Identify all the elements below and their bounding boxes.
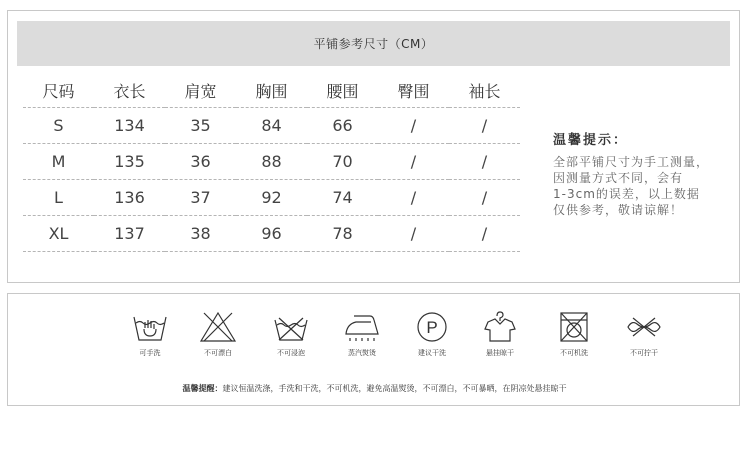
no-bleach-icon bbox=[198, 310, 238, 344]
table-row bbox=[23, 108, 520, 144]
table-cell: / bbox=[378, 108, 449, 144]
column-header: 衣长 bbox=[94, 73, 165, 108]
no-machine-wash-icon bbox=[554, 310, 594, 344]
no-soak-icon bbox=[271, 310, 311, 344]
table-cell: / bbox=[378, 180, 449, 216]
care-label: 悬挂晾干 bbox=[486, 349, 514, 357]
dry-clean-icon bbox=[412, 310, 452, 344]
care-note bbox=[8, 383, 741, 394]
table-row bbox=[23, 180, 520, 216]
size-chart-title: 平铺参考尺寸（CM） bbox=[17, 21, 730, 66]
column-header: 腰围 bbox=[307, 73, 378, 108]
table-cell: 84 bbox=[236, 108, 307, 144]
care-label: 不可机洗 bbox=[560, 349, 588, 357]
care-item bbox=[327, 310, 397, 358]
care-panel bbox=[7, 293, 740, 406]
care-label: 建议干洗 bbox=[418, 349, 446, 357]
table-cell: / bbox=[449, 180, 520, 216]
care-label: 蒸汽熨烫 bbox=[348, 349, 376, 357]
care-item bbox=[609, 310, 679, 358]
table-cell: / bbox=[378, 216, 449, 252]
table-cell: 37 bbox=[165, 180, 236, 216]
steam-iron-icon bbox=[342, 310, 382, 344]
table-cell: 70 bbox=[307, 144, 378, 180]
hang-dry-icon bbox=[480, 310, 520, 344]
table-cell: 38 bbox=[165, 216, 236, 252]
care-item bbox=[465, 310, 535, 358]
table-cell: / bbox=[449, 144, 520, 180]
care-item bbox=[397, 310, 467, 358]
tips-line: 1-3cm的误差，以上数据 bbox=[553, 187, 700, 201]
care-label: 不可漂白 bbox=[204, 349, 232, 357]
care-item bbox=[256, 310, 326, 358]
table-cell: S bbox=[23, 108, 94, 144]
care-note-text: 建议恒温洗涤，手洗和干洗，不可机洗，避免高温熨烫，不可漂白，不可暴晒，在阴凉处悬挂晾干 bbox=[222, 384, 567, 393]
table-cell: 135 bbox=[94, 144, 165, 180]
care-label: 不可浸泡 bbox=[277, 349, 305, 357]
column-header: 袖长 bbox=[449, 73, 520, 108]
table-row bbox=[23, 144, 520, 180]
hand-wash-icon bbox=[130, 310, 170, 344]
table-cell: 88 bbox=[236, 144, 307, 180]
care-label: 可手洗 bbox=[139, 349, 161, 357]
tips-text bbox=[553, 154, 733, 218]
table-cell: 137 bbox=[94, 216, 165, 252]
column-header: 尺码 bbox=[23, 73, 94, 108]
tips-title: 温馨提示： bbox=[553, 133, 629, 148]
table-cell: XL bbox=[23, 216, 94, 252]
table-cell: M bbox=[23, 144, 94, 180]
tips-line: 因测量方式不同，会有 bbox=[553, 171, 684, 185]
dry-clean-letter: P bbox=[426, 318, 438, 337]
table-cell: 136 bbox=[94, 180, 165, 216]
table-cell: 74 bbox=[307, 180, 378, 216]
table-cell: 96 bbox=[236, 216, 307, 252]
size-chart-panel bbox=[7, 10, 740, 283]
table-cell: L bbox=[23, 180, 94, 216]
column-header: 胸围 bbox=[236, 73, 307, 108]
size-table bbox=[23, 73, 520, 252]
table-cell: 66 bbox=[307, 108, 378, 144]
table-cell: / bbox=[449, 216, 520, 252]
table-cell: / bbox=[378, 144, 449, 180]
care-item bbox=[183, 310, 253, 358]
column-header: 肩宽 bbox=[165, 73, 236, 108]
table-header-row bbox=[23, 73, 520, 108]
table-cell: 134 bbox=[94, 108, 165, 144]
no-wring-icon bbox=[624, 310, 664, 344]
table-cell: 36 bbox=[165, 144, 236, 180]
care-label: 不可拧干 bbox=[630, 349, 658, 357]
care-note-label: 温馨提醒： bbox=[182, 384, 223, 393]
tips-line: 仅供参考，敬请谅解！ bbox=[553, 203, 684, 217]
table-cell: 78 bbox=[307, 216, 378, 252]
care-item bbox=[539, 310, 609, 358]
table-row bbox=[23, 216, 520, 252]
care-item bbox=[115, 310, 185, 358]
table-cell: 92 bbox=[236, 180, 307, 216]
column-header: 臀围 bbox=[378, 73, 449, 108]
care-icons-row bbox=[115, 310, 675, 368]
table-cell: / bbox=[449, 108, 520, 144]
table-cell: 35 bbox=[165, 108, 236, 144]
tips-line: 全部平铺尺寸为手工测量， bbox=[553, 155, 710, 169]
tips-box bbox=[553, 129, 733, 218]
